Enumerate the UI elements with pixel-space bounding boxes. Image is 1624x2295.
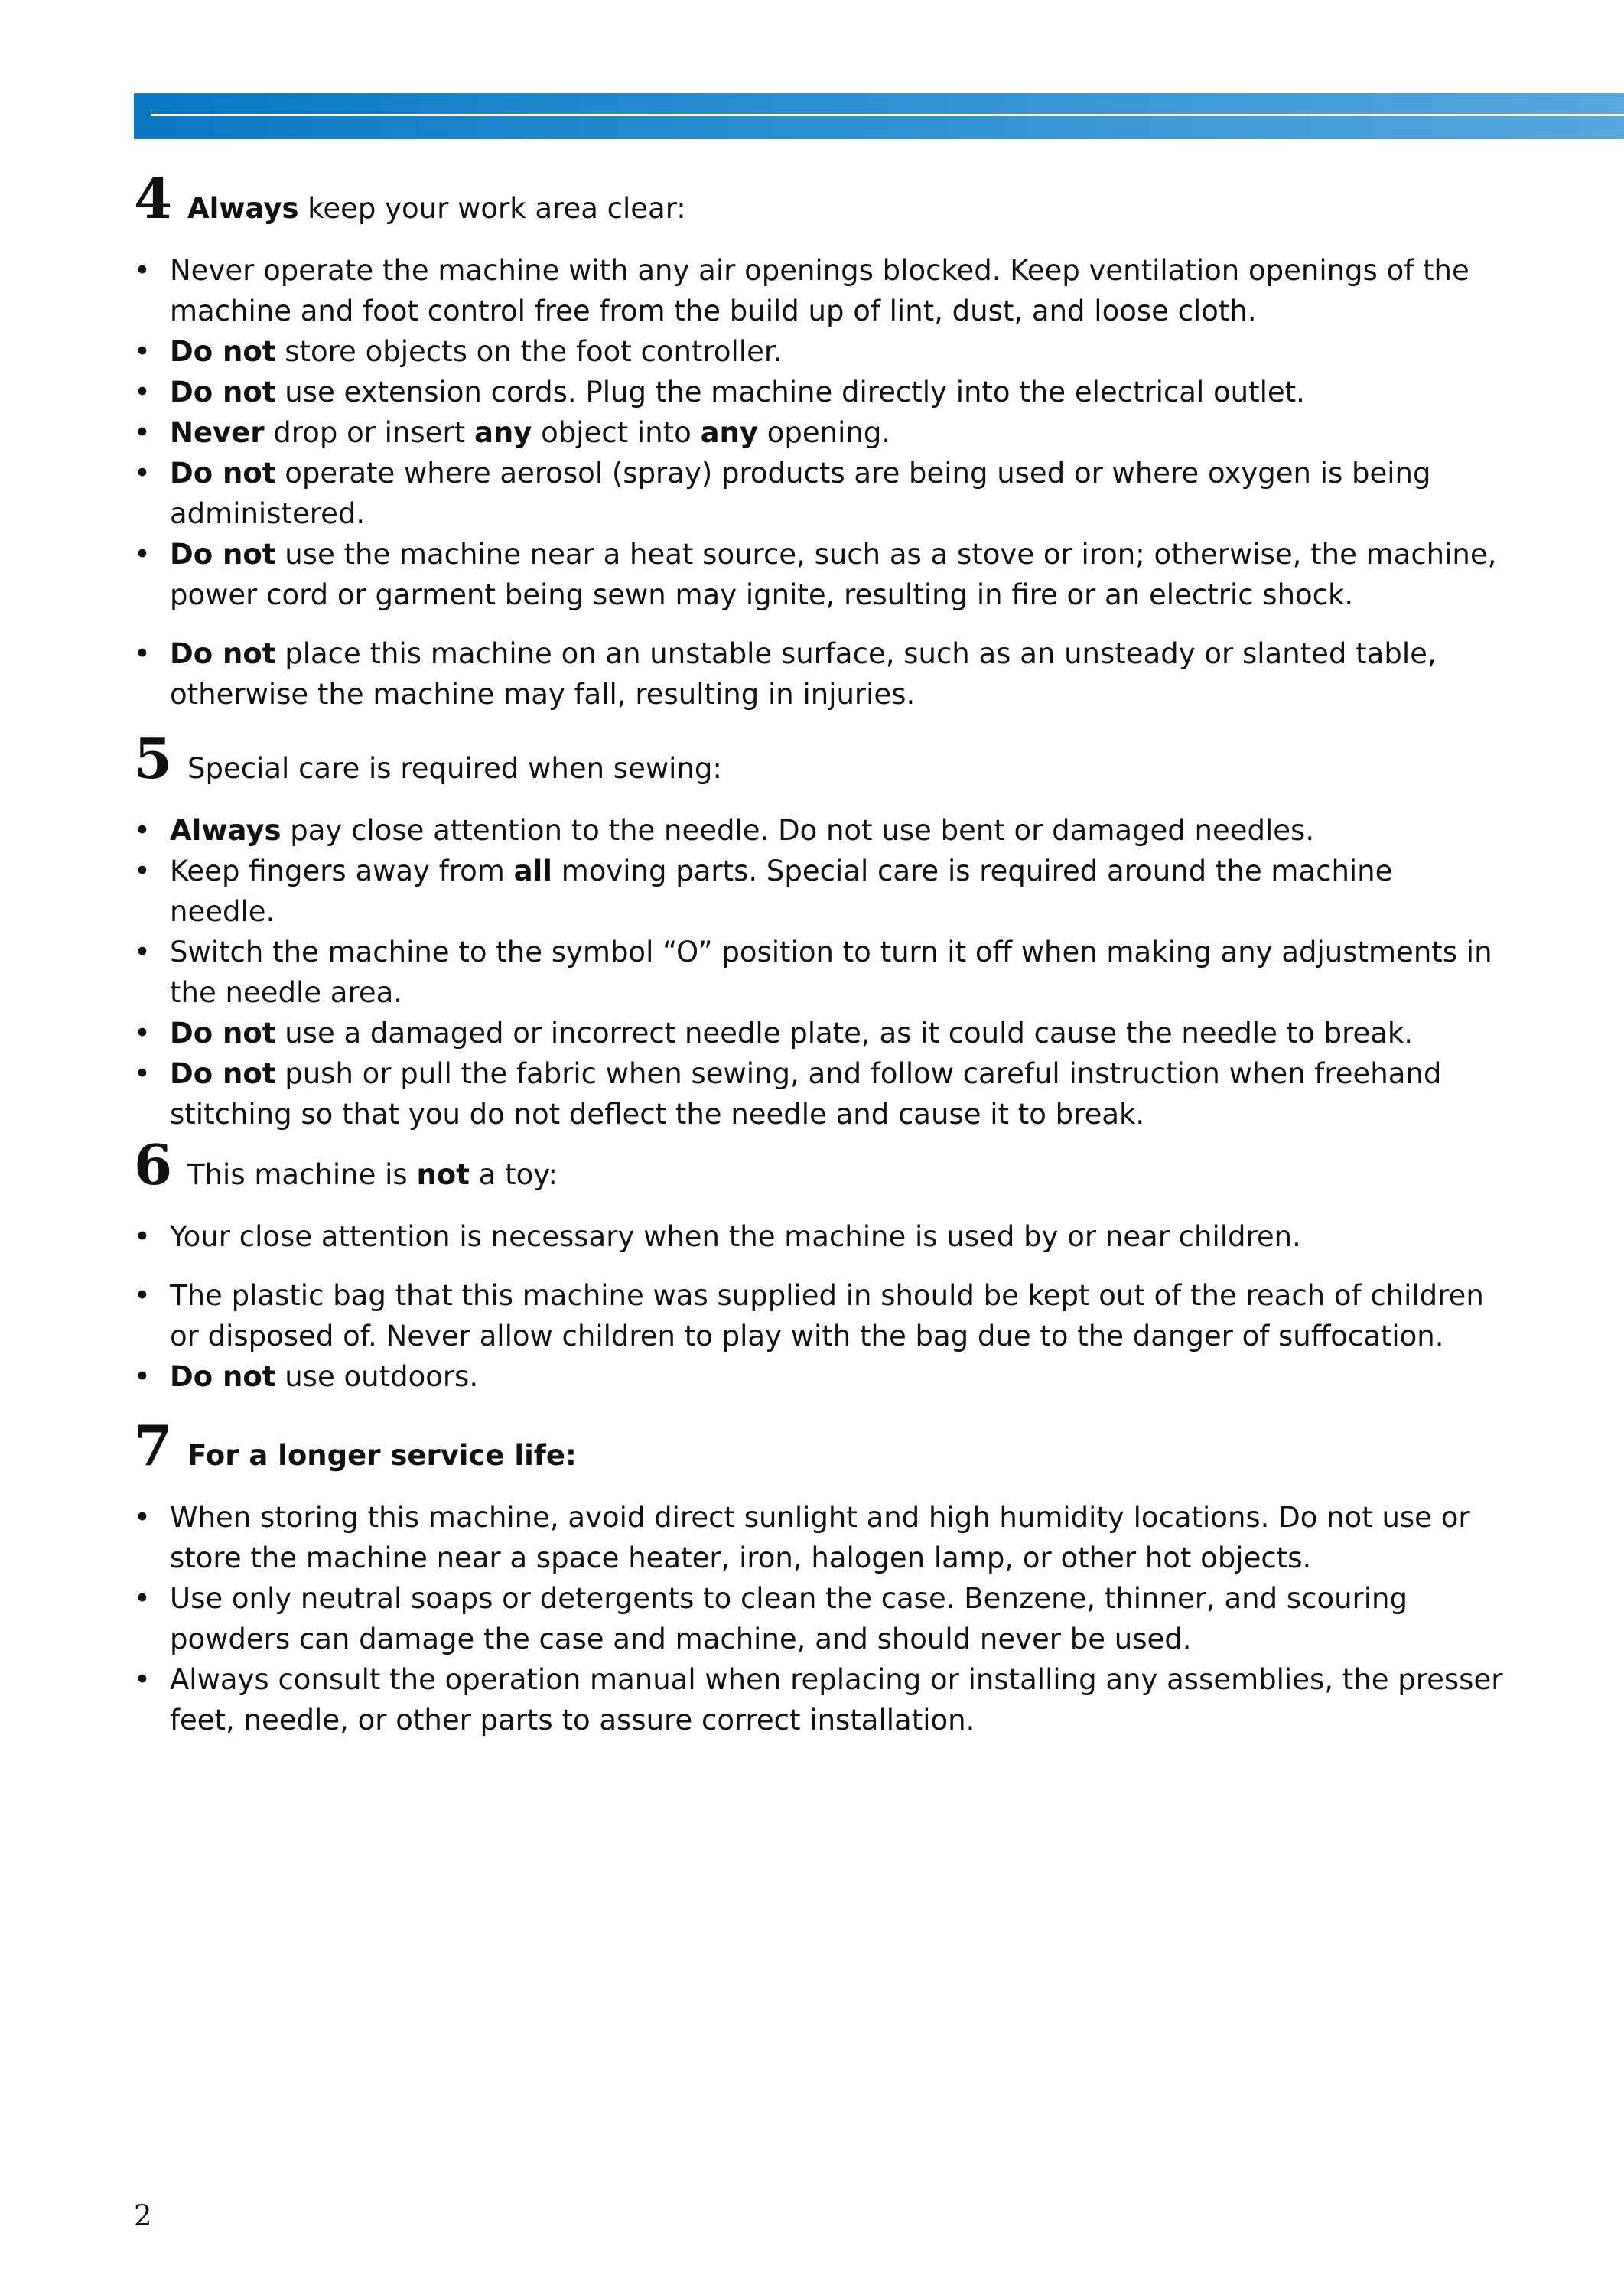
list-item: • Always consult the operation manual when replacing or installing any assemblies, the presser feet, needle, or other parts to assure correct installation. bbox=[134, 1659, 1503, 1740]
section-number: 4 bbox=[134, 166, 173, 231]
list-item: • Do not operate where aerosol (spray) products are being used or where oxygen is being administered. bbox=[134, 453, 1503, 534]
list-item: • Always pay close attention to the needle. Do not use bent or damaged needles. bbox=[134, 810, 1503, 851]
list-item: • When storing this machine, avoid direct sunlight and high humidity locations. Do not use or store the machine near a space heater, iron, halogen lamp, or other hot objects. bbox=[134, 1497, 1503, 1578]
list-item: • Switch the machine to the symbol “O” position to turn it off when making any adjustments in the needle area. bbox=[134, 932, 1503, 1013]
list-item: • Never operate the machine with any air openings blocked. Keep ventilation openings of the machine and foot control free from the build up of lint, dust, and loose cloth. bbox=[134, 250, 1503, 331]
header-bar bbox=[134, 93, 1624, 139]
section-number: 7 bbox=[134, 1413, 173, 1478]
section-title-text: keep your work area clear: bbox=[298, 192, 686, 225]
section-title: Special care is required when sewing: bbox=[187, 752, 722, 785]
page-number: 2 bbox=[134, 2199, 152, 2232]
section-4 bbox=[134, 168, 1503, 715]
section-number: 5 bbox=[134, 726, 173, 791]
section-heading bbox=[134, 168, 1503, 239]
page-content bbox=[134, 168, 1503, 1740]
list-item: • Do not use extension cords. Plug the machine directly into the electrical outlet. bbox=[134, 372, 1503, 412]
list-item: • Do not use the machine near a heat source, such as a stove or iron; otherwise, the machine, power cord or garment being sewn may ignite, resulting in fire or an electric shock. bbox=[134, 534, 1503, 615]
section-5 bbox=[134, 728, 1503, 1134]
bullet-list bbox=[134, 1497, 1503, 1740]
section-heading bbox=[134, 728, 1503, 799]
section-number: 6 bbox=[134, 1132, 173, 1197]
list-item: • Never drop or insert any object into any opening. bbox=[134, 412, 1503, 453]
section-title-bold: Always bbox=[187, 192, 299, 225]
header-divider-line bbox=[151, 114, 1624, 116]
list-item: • Do not use outdoors. bbox=[134, 1356, 1503, 1397]
section-title: This machine is not a toy: bbox=[187, 1158, 558, 1191]
list-item: • Keep fingers away from all moving parts. Special care is required around the machine needle. bbox=[134, 851, 1503, 932]
list-item: • Your close attention is necessary when the machine is used by or near children. bbox=[134, 1216, 1503, 1257]
section-title: For a longer service life: bbox=[187, 1439, 577, 1472]
section-heading bbox=[134, 1134, 1503, 1206]
bullet-list bbox=[134, 250, 1503, 715]
list-item: • Do not place this machine on an unstable surface, such as an unsteady or slanted table, otherwise the machine may fall, resulting in injuries. bbox=[134, 633, 1503, 715]
list-item: • Do not use a damaged or incorrect needle plate, as it could cause the needle to break. bbox=[134, 1013, 1503, 1053]
bullet-list bbox=[134, 1216, 1503, 1397]
list-item: • Do not push or pull the fabric when sewing, and follow careful instruction when freehand stitching so that you do not deflect the needle and cause it to break. bbox=[134, 1053, 1503, 1134]
section-7 bbox=[134, 1415, 1503, 1740]
section-heading bbox=[134, 1415, 1503, 1486]
list-item: • Do not store objects on the foot controller. bbox=[134, 331, 1503, 372]
section-title bbox=[187, 178, 686, 239]
list-item: • Use only neutral soaps or detergents to clean the case. Benzene, thinner, and scouring powders can damage the case and machine, and should never be used. bbox=[134, 1578, 1503, 1659]
bullet-list bbox=[134, 810, 1503, 1134]
list-item: • The plastic bag that this machine was supplied in should be kept out of the reach of children or disposed of. Never allow children to play with the bag due to the danger of suffocation. bbox=[134, 1275, 1503, 1356]
section-6 bbox=[134, 1134, 1503, 1397]
